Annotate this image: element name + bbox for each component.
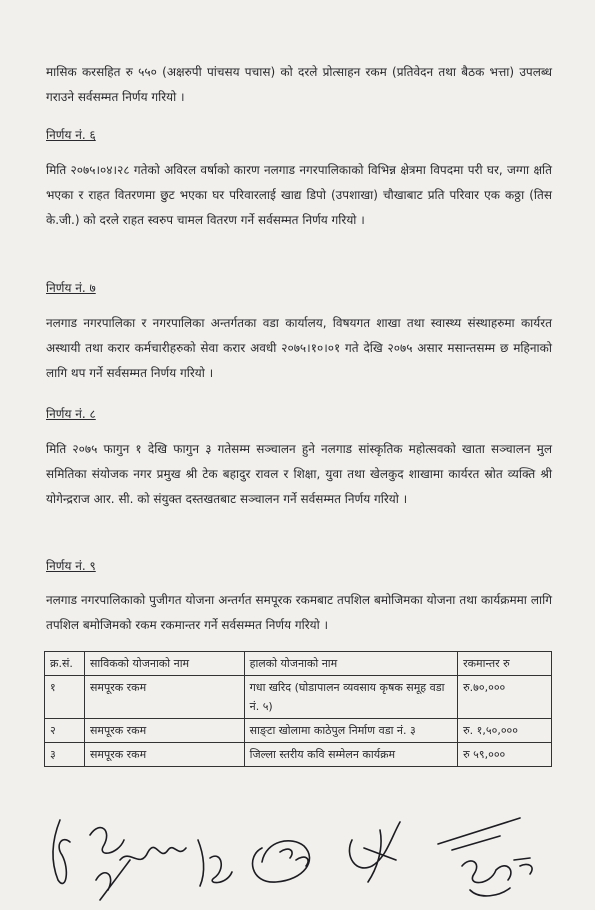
cell-serial: ३ [45, 743, 85, 767]
cell-new-plan: जिल्ला स्तरीय कवि सम्मेलन कार्यक्रम [244, 743, 457, 767]
cell-old-plan: समपूरक रकम [84, 719, 244, 743]
table-row [45, 719, 552, 743]
table-row [45, 743, 552, 767]
header-old-plan: साविकको योजनाको नाम [84, 652, 244, 676]
signature-6 [349, 822, 400, 882]
signature-4 [198, 840, 232, 886]
cell-serial: १ [45, 676, 85, 719]
cell-amount: रु ५९,००० [458, 743, 552, 767]
signature-3 [120, 847, 186, 860]
cell-serial: २ [45, 719, 85, 743]
table-header-row [45, 652, 552, 676]
decision-9-text: नलगाड नगरपालिकाको पुजीगत योजना अन्तर्गत समपूरक रकमबाट तपशिल बमोजिमका योजना तथा कार्यक्रममा लागि तपशिल बमोजिमको रकम रकमान्तर गर्ने सर्वसम्मत निर्णय गरियो । [46, 593, 552, 632]
decision-7-text: नलगाड नगरपालिका र नगरपालिका अन्तर्गतका वडा कार्यालय, विषयगत शाखा तथा स्वास्थ्य संस्थाहरुमा कार्यरत अस्थायी तथा करार कर्मचारीहरुको सेवा करार अवधी २०७५।१०।०१ गते देखि २०७५ असार मसान्तसम्म छ महिनाको लागि थप गर्ने सर्वसम्मत निर्णय गरियो । [46, 316, 552, 380]
signature-8 [462, 858, 532, 896]
decision-heading-8: निर्णय नं. ८ [46, 407, 96, 421]
signature-5 [253, 841, 310, 882]
signature-1 [53, 820, 70, 883]
cell-old-plan: समपूरक रकम [84, 743, 244, 767]
signature-2 [90, 828, 130, 900]
header-serial: क्र.सं. [45, 652, 85, 676]
signature-7 [438, 818, 520, 850]
decision-heading-9: निर्णय नं. ९ [46, 559, 96, 573]
cell-new-plan: साङ्टा खोलामा काठेपुल निर्माण वडा नं. ३ [244, 719, 457, 743]
cell-amount: रु. १,५०,००० [458, 719, 552, 743]
signatures-area [0, 800, 595, 910]
decision-heading-7: निर्णय नं. ७ [46, 281, 96, 295]
decision-6-text: मिति २०७५।०४।२८ गतेको अविरल वर्षाको कारण नलगाड नगरपालिकाको विभिन्न क्षेत्रमा विपदमा परी घर, जग्गा क्षति भएका र राहत वितरणमा छुट भएका घर परिवारलाई खाद्य डिपो (उपशाखा) चौखाबाट प्रति परिवार एक कठ्ठा (तिस के.जी.) को दरले राहत स्वरुप चामल वितरण गर्ने सर्वसम्मत निर्णय गरियो । [46, 163, 552, 227]
paragraph-continuation: मासिक करसहित रु ५५० (अक्षरुपी पांचसय पचास) को दरले प्रोत्साहन रकम (प्रतिवेदन तथा बैठक भत्ता) उपलब्ध गराउने सर्वसम्मत निर्णय गरियो । [46, 65, 552, 104]
table-row [45, 676, 552, 719]
decision-8-text: मिति २०७५ फागुन १ देखि फागुन ३ गतेसम्म सञ्चालन हुने नलगाड सांस्कृतिक महोत्सवको खाता सञ्चालन मुल समितिका संयोजक नगर प्रमुख श्री टेक बहादुर रावल र शिक्षा, युवा तथा खेलकुद शाखामा कार्यरत स्रोत व्यक्ति श्री योगेन्द्रराज आर. सी. को संयुक्त दस्तखतबाट सञ्चालन गर्ने सर्वसम्मत निर्णय गरियो । [46, 442, 552, 506]
cell-new-plan: गधा खरिद (घोडापालन व्यवसाय कृषक समूह वडा नं. ५) [244, 676, 457, 719]
header-new-plan: हालको योजनाको नाम [244, 652, 457, 676]
cell-old-plan: समपूरक रकम [84, 676, 244, 719]
budget-transfer-table [44, 651, 552, 767]
decision-heading-6: निर्णय नं. ६ [46, 128, 96, 142]
cell-amount: रु.७०,००० [458, 676, 552, 719]
header-amount: रकमान्तर रु [458, 652, 552, 676]
